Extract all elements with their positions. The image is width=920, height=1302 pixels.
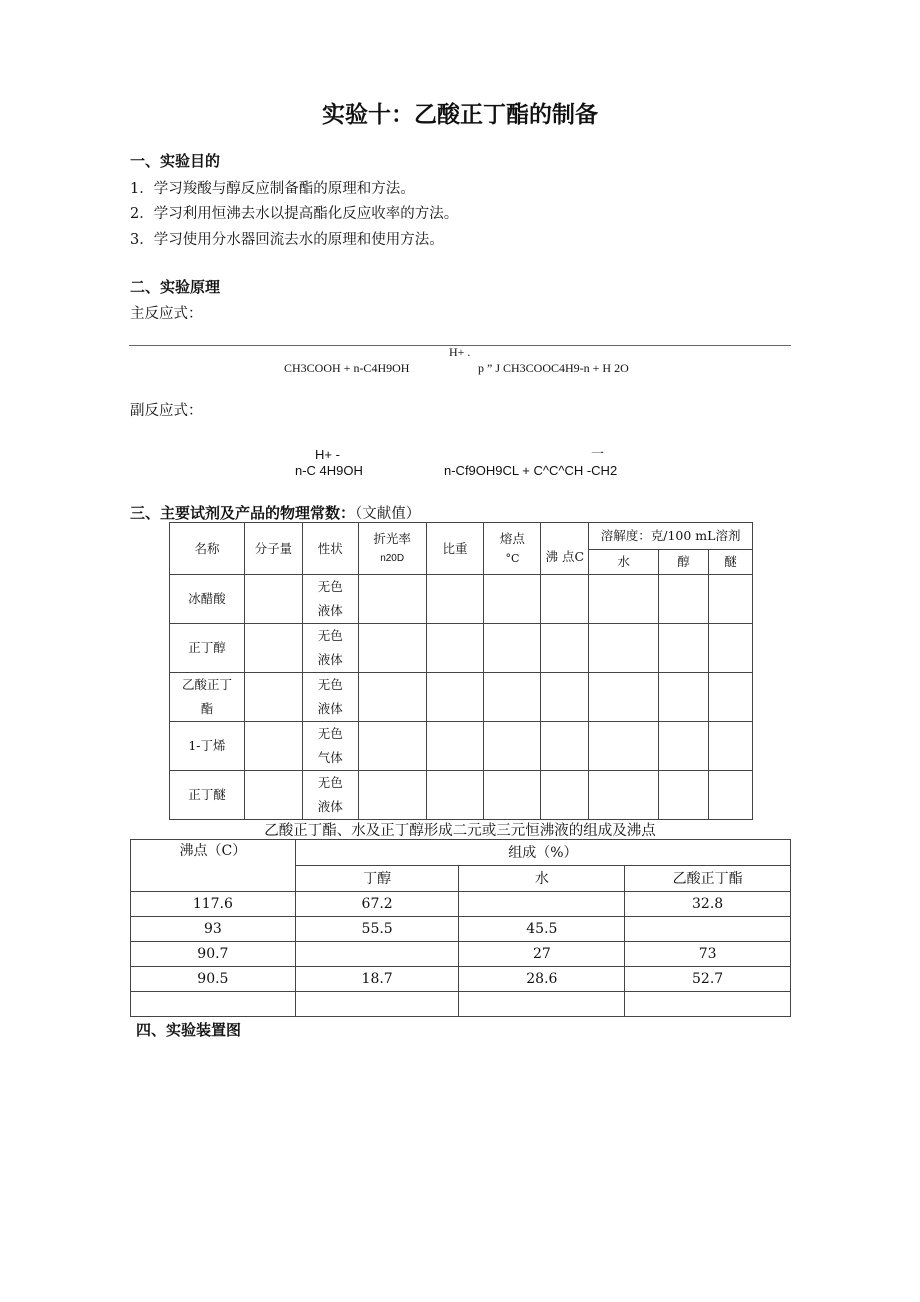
cell-empty	[358, 673, 426, 722]
cell-empty	[484, 722, 541, 771]
cell-empty	[358, 771, 426, 820]
header-name: 名称	[170, 523, 245, 575]
main-reaction-catalyst: H+ .	[449, 345, 471, 359]
cell-empty	[659, 575, 709, 624]
cell-empty	[426, 771, 484, 820]
table-row	[170, 722, 753, 771]
side-reaction-label: 副反应式：	[130, 403, 203, 419]
azeotrope-table-caption: 乙酸正丁酯、水及正丁醇形成二元或三元恒沸液的组成及沸点	[264, 823, 656, 839]
side-reaction-catalyst: H+ -	[315, 447, 340, 462]
header-water: 水	[459, 866, 625, 892]
objective-item: 2．学习利用恒沸去水以提高酯化反应收率的方法。	[130, 206, 459, 222]
side-reaction-reactant: n-C 4H9OH	[295, 463, 363, 478]
header-boiling-point: 沸点（C）	[131, 840, 296, 892]
reagent-state: 无色液体	[302, 673, 358, 722]
header-butanol: 丁醇	[295, 866, 459, 892]
cell-empty	[589, 575, 659, 624]
table-row	[131, 967, 791, 992]
reagent-name: 正丁醚	[170, 771, 245, 820]
cell-butanol	[295, 992, 459, 1017]
mp-unit: °C	[505, 551, 520, 565]
cell-empty	[659, 771, 709, 820]
reagent-state: 无色液体	[302, 771, 358, 820]
cell-butyl-acetate: 32.8	[625, 892, 791, 917]
cell-empty	[484, 771, 541, 820]
cell-empty	[484, 624, 541, 673]
cell-empty	[709, 575, 753, 624]
cell-empty	[426, 673, 484, 722]
header-density: 比重	[426, 523, 484, 575]
constants-heading-note: （文献值）	[355, 506, 421, 522]
cell-empty	[541, 575, 589, 624]
cell-water: 27	[459, 942, 625, 967]
reagent-state: 无色液体	[302, 624, 358, 673]
cell-butanol: 67.2	[295, 892, 459, 917]
ri-label: 折光率	[373, 530, 411, 546]
azeotrope-table	[130, 839, 791, 1017]
table-row	[170, 624, 753, 673]
cell-empty	[244, 673, 302, 722]
cell-empty	[358, 722, 426, 771]
header-solubility: 溶解度：克/100 mL溶剂	[589, 523, 753, 550]
table-row	[170, 575, 753, 624]
cell-bp: 93	[131, 917, 296, 942]
table-row	[131, 992, 791, 1017]
table-row	[131, 892, 791, 917]
constants-heading-text: 三、主要试剂及产品的物理常数：	[130, 504, 356, 522]
table-row	[170, 673, 753, 722]
reagent-state: 无色液体	[302, 575, 358, 624]
header-composition: 组成（%）	[295, 840, 790, 866]
objective-item: 1．学习羧酸与醇反应制备酯的原理和方法。	[130, 181, 415, 197]
cell-empty	[541, 673, 589, 722]
main-reaction-reactants: CH3COOH + n-C4H9OH	[284, 361, 410, 375]
cell-empty	[426, 722, 484, 771]
cell-butyl-acetate	[625, 917, 791, 942]
cell-empty	[659, 624, 709, 673]
objective-item: 3．学习使用分水器回流去水的原理和使用方法。	[130, 232, 444, 248]
cell-butanol	[295, 942, 459, 967]
header-bp: 沸 点C	[541, 523, 589, 575]
cell-empty	[358, 575, 426, 624]
cell-empty	[358, 624, 426, 673]
cell-empty	[426, 575, 484, 624]
cell-empty	[484, 575, 541, 624]
cell-bp: 117.6	[131, 892, 296, 917]
cell-empty	[589, 722, 659, 771]
cell-water	[459, 992, 625, 1017]
cell-empty	[709, 624, 753, 673]
section-heading-principle: 二、实验原理	[130, 278, 221, 296]
header-mp	[484, 523, 541, 575]
cell-empty	[484, 673, 541, 722]
reagent-name: 正丁醇	[170, 624, 245, 673]
cell-butanol: 55.5	[295, 917, 459, 942]
cell-butanol: 18.7	[295, 967, 459, 992]
header-butyl-acetate: 乙酸正丁酯	[625, 866, 791, 892]
side-reaction-dash: 一	[591, 446, 605, 461]
cell-empty	[709, 673, 753, 722]
cell-bp: 90.5	[131, 967, 296, 992]
header-ether: 醚	[709, 550, 753, 575]
cell-bp	[131, 992, 296, 1017]
cell-empty	[659, 673, 709, 722]
cell-empty	[541, 624, 589, 673]
reagent-state: 无色 气体	[302, 722, 358, 771]
cell-butyl-acetate: 73	[625, 942, 791, 967]
cell-empty	[659, 722, 709, 771]
reagent-name: 1-丁烯	[170, 722, 245, 771]
cell-empty	[426, 624, 484, 673]
side-reaction-products: n-Cf9OH9CL + C^C^CH -CH2	[444, 463, 618, 478]
cell-bp: 90.7	[131, 942, 296, 967]
cell-empty	[541, 771, 589, 820]
cell-water: 28.6	[459, 967, 625, 992]
cell-empty	[244, 575, 302, 624]
page-title: 实验十：乙酸正丁酯的制备	[322, 102, 598, 128]
ri-symbol: n20D	[380, 552, 405, 564]
cell-empty	[709, 722, 753, 771]
cell-empty	[589, 771, 659, 820]
mp-label: 熔点	[499, 530, 525, 546]
table-row	[131, 917, 791, 942]
section-heading-constants	[130, 502, 420, 523]
cell-empty	[244, 722, 302, 771]
header-mw: 分子量	[244, 523, 302, 575]
header-water: 水	[589, 550, 659, 575]
section-heading-objectives: 一、实验目的	[130, 152, 221, 170]
cell-empty	[244, 624, 302, 673]
cell-water	[459, 892, 625, 917]
physical-constants-table	[169, 522, 753, 820]
main-reaction-products: p ” J CH3COOC4H9-n + H 2O	[478, 361, 629, 375]
header-state: 性状	[302, 523, 358, 575]
cell-empty	[589, 673, 659, 722]
cell-butyl-acetate	[625, 992, 791, 1017]
cell-water: 45.5	[459, 917, 625, 942]
cell-empty	[541, 722, 589, 771]
cell-empty	[244, 771, 302, 820]
table-row	[131, 942, 791, 967]
header-alcohol: 醇	[659, 550, 709, 575]
cell-empty	[709, 771, 753, 820]
section-heading-apparatus: 四、实验装置图	[136, 1021, 242, 1039]
reagent-name: 冰醋酸	[170, 575, 245, 624]
main-reaction-label: 主反应式：	[130, 306, 203, 322]
cell-empty	[589, 624, 659, 673]
table-row	[170, 771, 753, 820]
cell-butyl-acetate: 52.7	[625, 967, 791, 992]
reagent-name: 乙酸正丁酯	[170, 673, 245, 722]
header-refractive-index	[358, 523, 426, 575]
